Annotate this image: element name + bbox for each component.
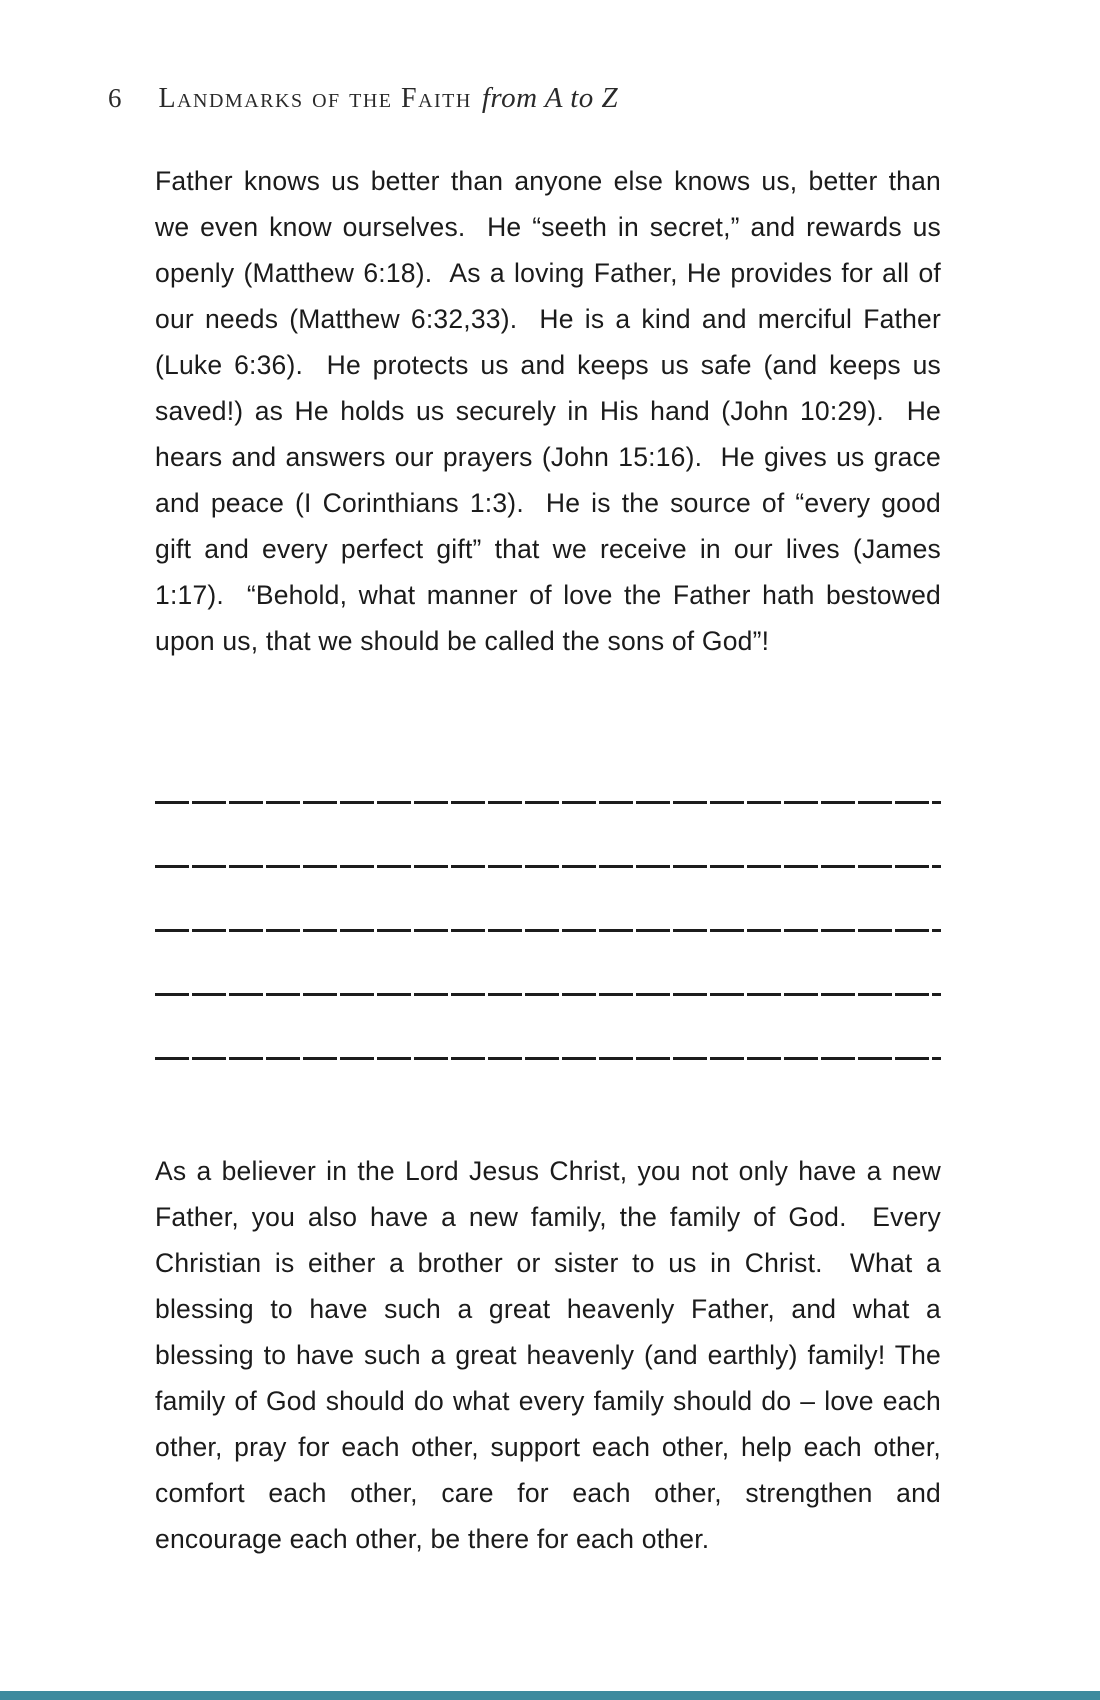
header-title-suffix: from A to Z [481, 82, 619, 114]
answer-line [155, 801, 941, 804]
answer-line [155, 1057, 941, 1060]
paragraph-father-knows-us: Father knows us better than anyone else knows us, better than we even know ourselves. He “seeth in secret,” and rewards us openly (Matthew 6:18). As a loving Father, He provides for all of our needs (Matthew 6:32,33). He is a kind and merciful Father (Luke 6:36). He protects us and keeps us safe (and keeps us saved!) as He holds us securely in His hand (John 10:29). He hears and answers our prayers (John 15:16). He gives us grace and peace (I Corinthians 1:3). He is the source of “every good gift and every perfect gift” that we receive in our lives (James 1:17). “Behold, what manner of love the Father hath bestowed upon us, that we should be called the sons of God”! [155, 166, 949, 656]
running-header [108, 82, 618, 115]
footer-bar [0, 1691, 1100, 1700]
header-title-text: Landmarks of the Faith [158, 83, 472, 114]
header-title [159, 82, 619, 115]
page-number: 6 [108, 83, 123, 113]
answer-line [155, 993, 941, 996]
answer-lines [155, 801, 941, 1121]
answer-line [155, 929, 941, 932]
answer-line [155, 865, 941, 868]
paragraph-believer-family: As a believer in the Lord Jesus Christ, you not only have a new Father, you also have a new family, the family of God. Every Christian is either a brother or sister to us in Christ. What a blessing to have such a great heavenly Father, and what a blessing to have such a great heavenly (and earthly) family! The family of God should do what every family should do – love each other, pray for each other, support each other, help each other, comfort each other, care for each other, strengthen and encourage each other, be there for each other. [155, 1156, 949, 1554]
